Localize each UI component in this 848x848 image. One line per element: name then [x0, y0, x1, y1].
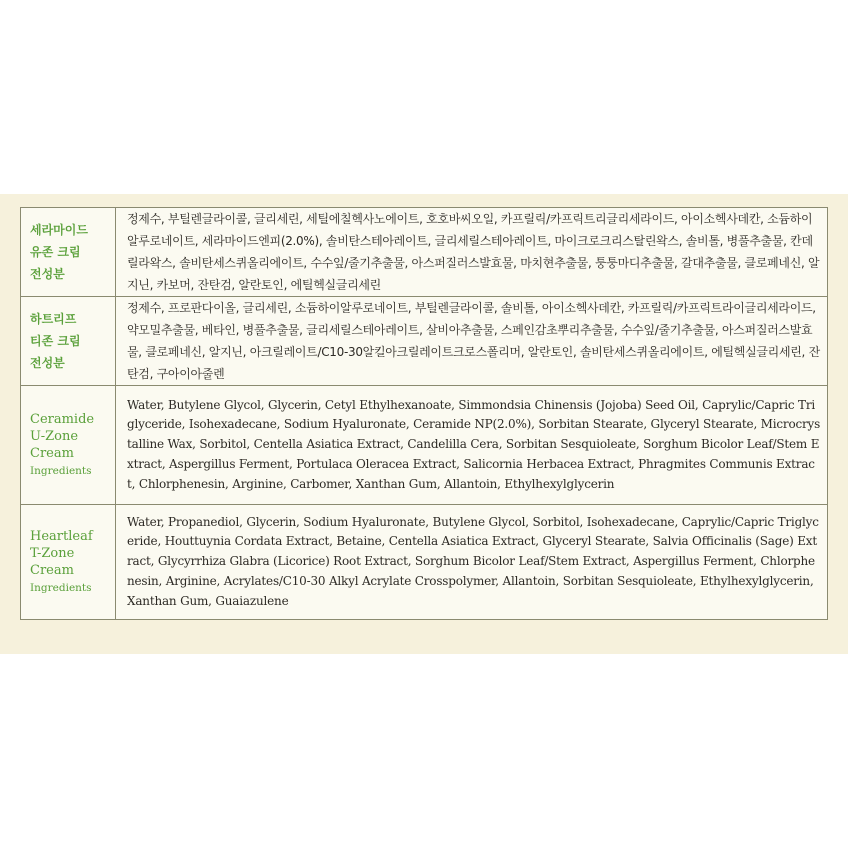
row-label-line: 세라마이드	[30, 223, 88, 237]
ingredient-text-cell	[116, 297, 828, 386]
row-label-sub: Ingredients	[30, 581, 92, 594]
ingredient-list-text: Water, Propanediol, Glycerin, Sodium Hyaluronate, Butylene Glycol, Sorbitol, Isohexadecane, Caprylic/Capric Triglyceride, Houttuynia Cordata Extract, Betaine, Centella Asiatica Extract, Glyceryl Stearate, Salvia Officinalis (Sage) Extract, Glycyrrhiza Glabra (Licorice) Root Extract, Sorghum Bicolor Leaf/Stem Extract, Aspergillus Ferment, Chlorphenesin, Arginine, Acrylates/C10-30 Alkyl Acrylate Crosspolymer, Allantoin, Sorbitan Sesquioleate, Ethylhexylglycerin, Xanthan Gum, Guaiazulene	[127, 514, 819, 608]
ingredient-list-text: 정제수, 부틸렌글라이콜, 글리세린, 세틸에칠헥사노에이트, 호호바씨오일, 카프릴릭/카프릭트리글리세라이드, 아이소헥사데칸, 소듐하이알루로네이트, 세라마이드엔피(2.0%), 솔비탄스테아레이트, 글리세릴스테아레이트, 마이크로크리스탈린왁스, 솔비톨, 병풀추출물, 칸데릴라왁스, 솔비탄세스퀴올리에이트, 수수잎/줄기추출물, 아스퍼질러스발효물, 마치현추출물, 퉁퉁마디추출물, 갈대추출물, 클로페네신, 알지닌, 카보머, 잔탄검, 알란토인, 에틸헥실글리세린	[127, 212, 820, 292]
ingredient-text-cell	[116, 386, 828, 505]
row-label-line: U-Zone	[30, 428, 79, 444]
row-label-line: 전성분	[30, 356, 65, 370]
row-label-cell	[21, 208, 116, 297]
table-row	[21, 386, 828, 505]
row-label-sub: Ingredients	[30, 464, 92, 477]
ingredient-text-cell	[116, 208, 828, 297]
row-label-line: 티존 크림	[30, 334, 81, 348]
table-row	[21, 208, 828, 297]
row-label-line: Ceramide	[30, 411, 95, 427]
row-label-cell	[21, 297, 116, 386]
table-row	[21, 297, 828, 386]
row-label-cell	[21, 505, 116, 620]
row-label-line: Heartleaf	[30, 528, 93, 544]
row-label-line: T-Zone	[30, 545, 75, 561]
ingredient-list-text: 정제수, 프로판다이올, 글리세린, 소듐하이알루로네이트, 부틸렌글라이콜, 솔비톨, 아이소헥사데칸, 카프릴릭/카프릭트라이글리세라이드, 약모밀추출물, 베타인, 병풀추출물, 글리세릴스테아레이트, 살비아추출물, 스페인감초뿌리추출물, 수수잎/줄기추출물, 아스퍼질러스발효물, 클로페네신, 알지닌, 아크릴레이트/C10-30알킬아크릴레이트크로스폴리머, 알란토인, 솔비탄세스퀴올리에이트, 에틸헥실글리세린, 잔탄검, 구아이아줄렌	[127, 301, 820, 381]
row-label-line: 하트리프	[30, 312, 77, 326]
ingredients-table	[20, 207, 828, 620]
row-label-line: Cream	[30, 445, 74, 461]
row-label-line: 유존 크림	[30, 245, 81, 259]
ingredient-text-cell	[116, 505, 828, 620]
row-label-cell	[21, 386, 116, 505]
row-label-line: 전성분	[30, 267, 65, 281]
table-row	[21, 505, 828, 620]
ingredient-list-text: Water, Butylene Glycol, Glycerin, Cetyl Ethylhexanoate, Simmondsia Chinensis (Jojoba) Seed Oil, Caprylic/Capric Triglyceride, Isohexadecane, Sodium Hyaluronate, Ceramide NP(2.0%), Sorbitan Stearate, Glyceryl Stearate, Microcrystalline Wax, Sorbitol, Centella Asiatica Extract, Candelilla Cera, Sorbitan Sesquioleate, Sorghum Bicolor Leaf/Stem Extract, Aspergillus Ferment, Portulaca Oleracea Extract, Salicornia Herbacea Extract, Phragmites Communis Extract, Chlorphenesin, Arginine, Carbomer, Xanthan Gum, Allantoin, Ethylhexylglycerin	[127, 397, 821, 491]
row-label-line: Cream	[30, 562, 74, 578]
